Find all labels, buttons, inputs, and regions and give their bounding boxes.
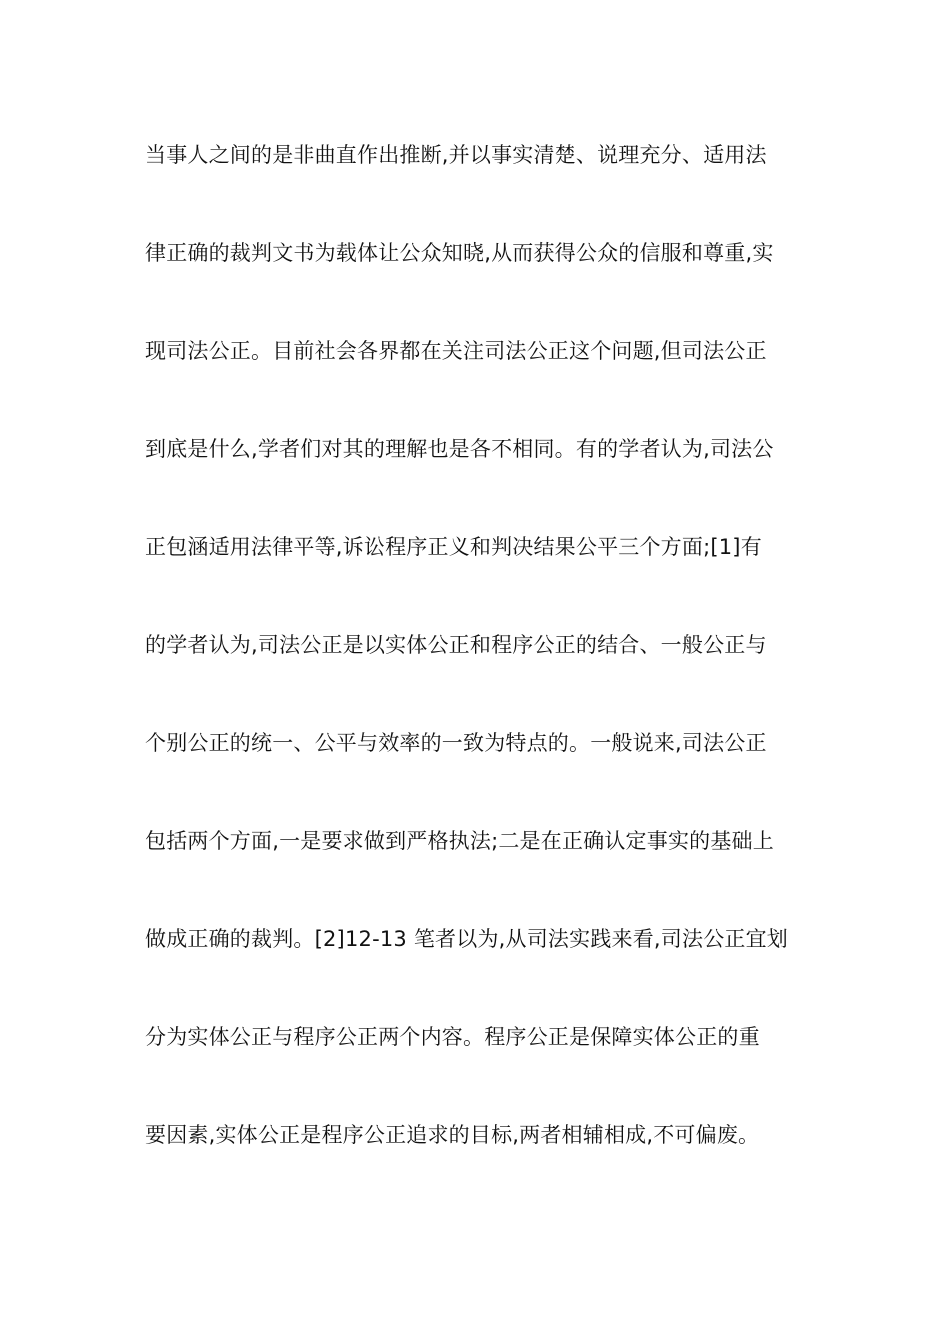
text-line-8: 包括两个方面,一是要求做到严格执法;二是在正确认定事实的基础上 <box>145 829 774 853</box>
text-line-4: 到底是什么,学者们对其的理解也是各不相同。有的学者认为,司法公 <box>145 437 774 461</box>
body-paragraph <box>145 132 809 1210</box>
text-line-11: 要因素,实体公正是程序公正追求的目标,两者相辅相成,不可偏废。 <box>145 1123 760 1147</box>
text-line-9: 做成正确的裁判。[2]12-13 笔者以为,从司法实践来看,司法公正宜划 <box>145 927 788 951</box>
text-line-1: 当事人之间的是非曲直作出推断,并以事实清楚、说理充分、适用法 <box>145 143 767 167</box>
text-line-3: 现司法公正。目前社会各界都在关注司法公正这个问题,但司法公正 <box>145 339 767 363</box>
text-line-10: 分为实体公正与程序公正两个内容。程序公正是保障实体公正的重 <box>145 1025 760 1049</box>
text-line-5: 正包涵适用法律平等,诉讼程序正义和判决结果公平三个方面;[1]有 <box>145 535 762 559</box>
text-line-6: 的学者认为,司法公正是以实体公正和程序公正的结合、一般公正与 <box>145 633 767 657</box>
text-line-2: 律正确的裁判文书为载体让公众知晓,从而获得公众的信服和尊重,实 <box>145 241 774 265</box>
text-line-7: 个别公正的统一、公平与效率的一致为特点的。一般说来,司法公正 <box>145 731 767 755</box>
